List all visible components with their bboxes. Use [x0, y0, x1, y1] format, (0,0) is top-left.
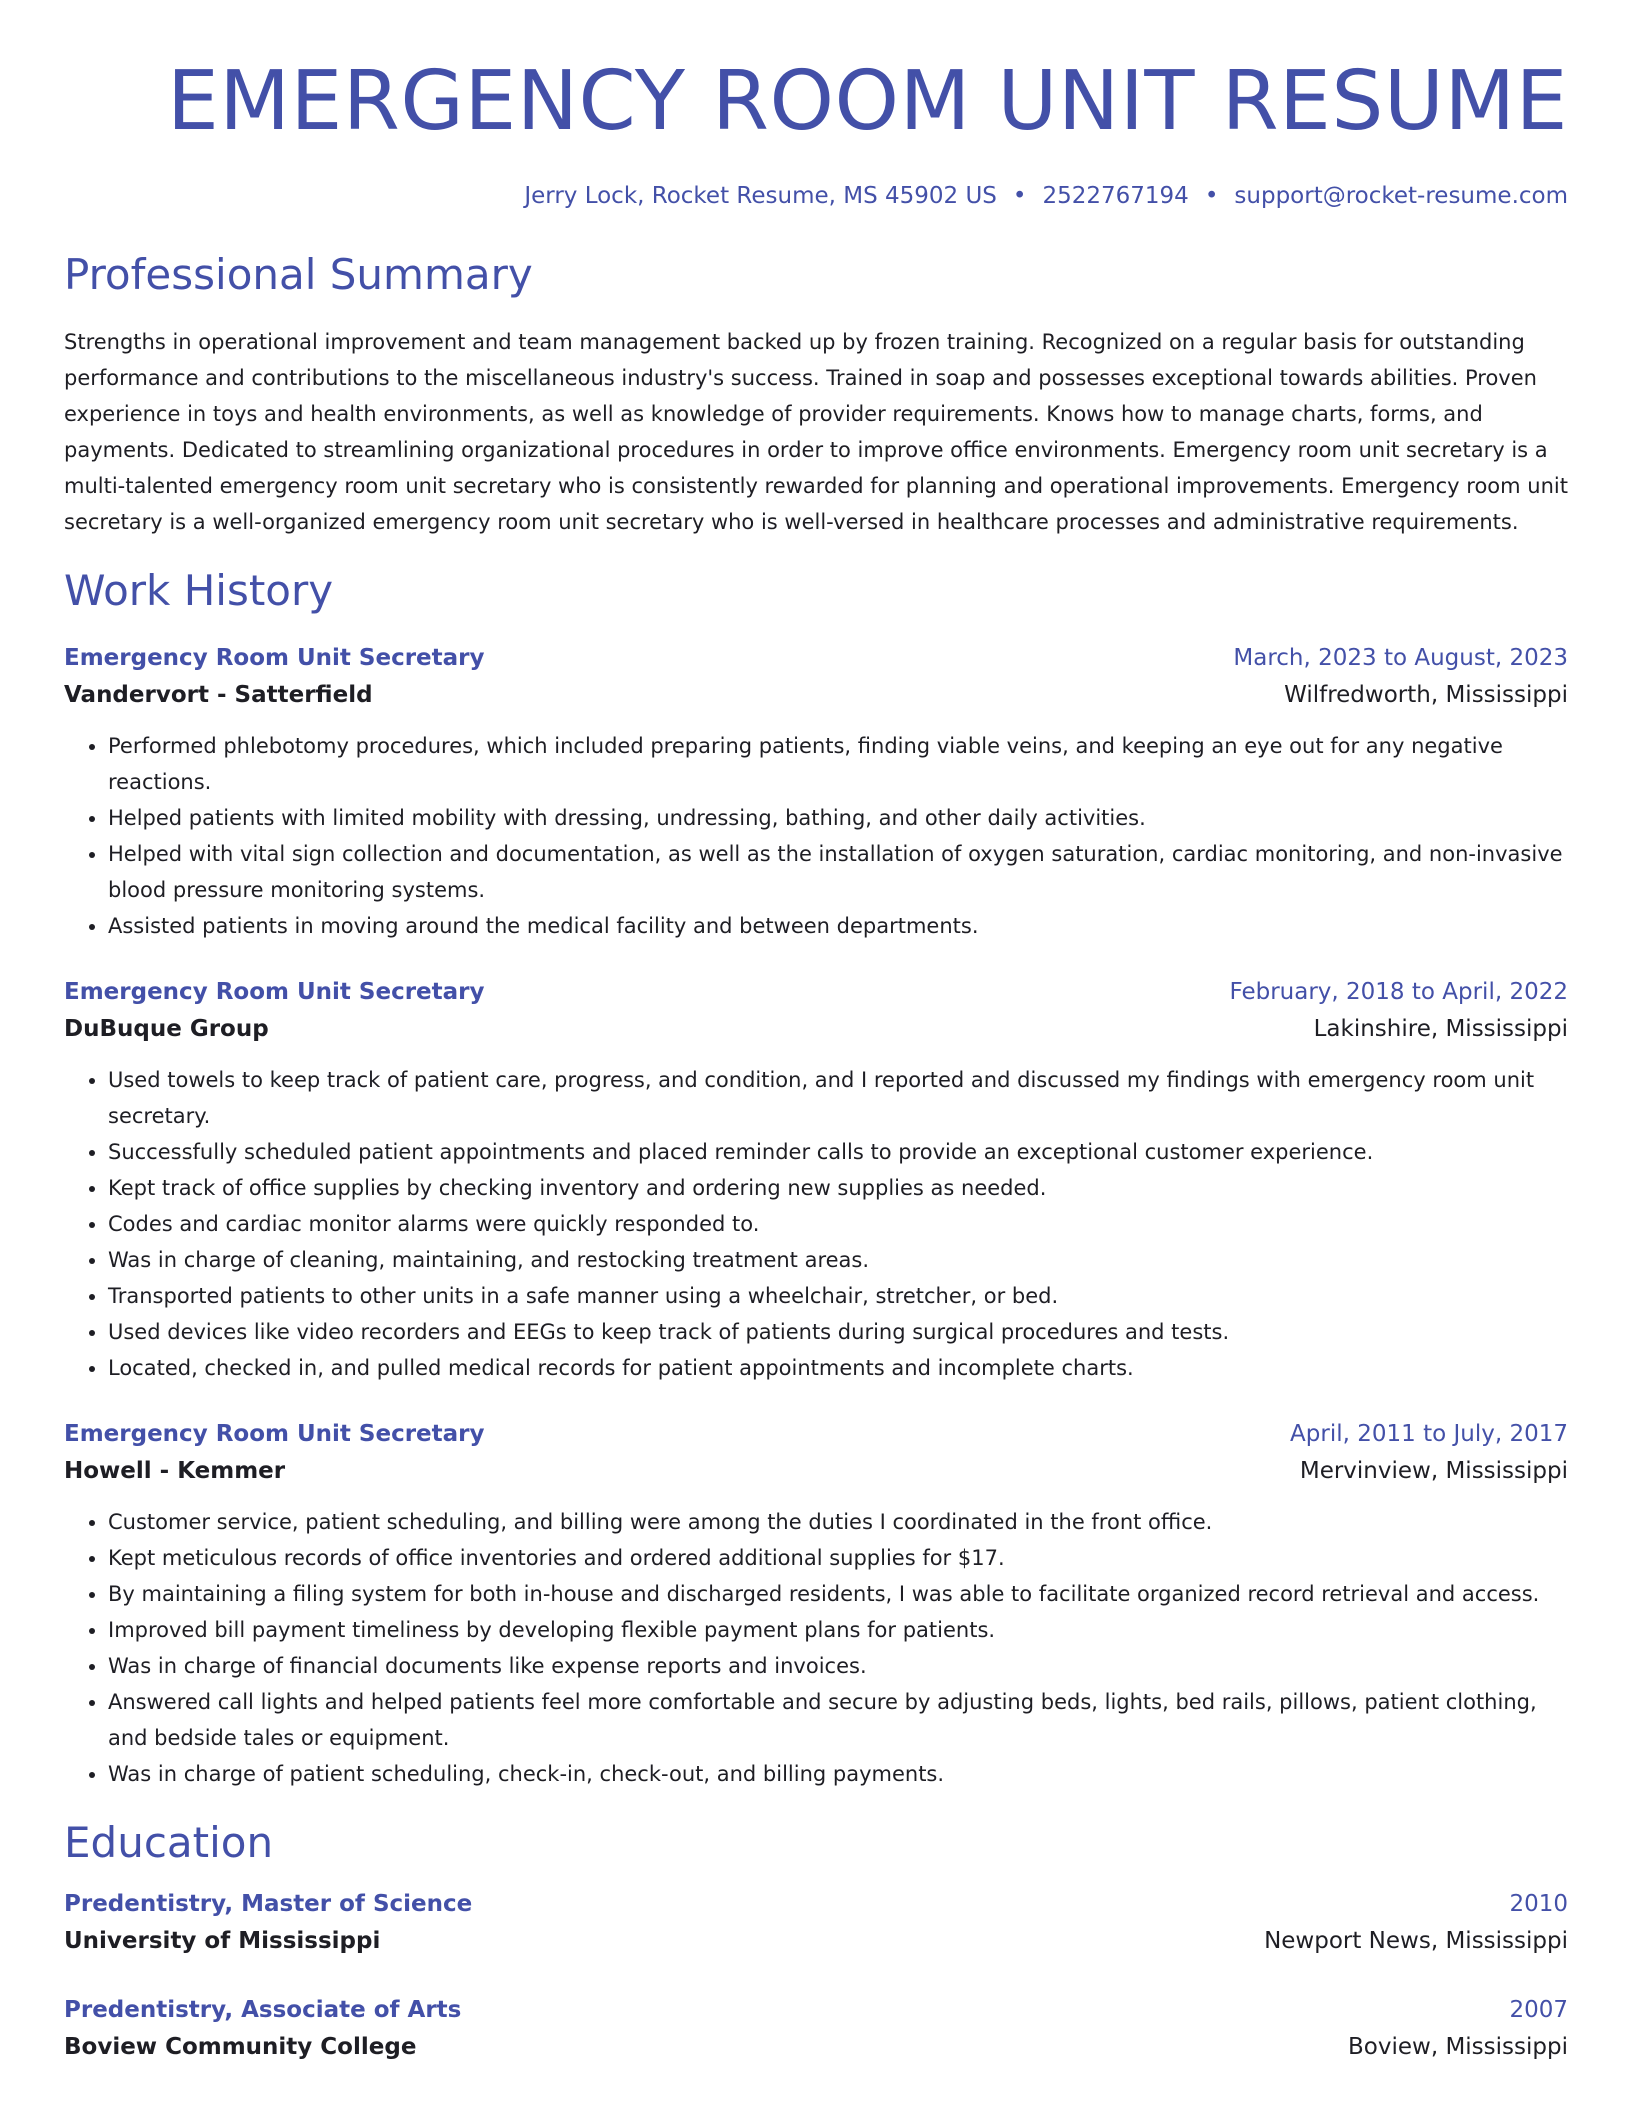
education-year: 2010: [1509, 1891, 1568, 1917]
contact-separator: •: [1012, 183, 1027, 209]
job-entry: [64, 640, 1568, 944]
job-title-row: [64, 974, 1568, 1010]
job-role: Emergency Room Unit Secretary: [64, 979, 485, 1005]
job-duty: • Used devices like video recorders and EEGs to keep track of patients during surgical procedures and tests.: [108, 1314, 1568, 1350]
summary-text: Strengths in operational improvement and team management backed up by frozen training. Recognized on a regular basis for outstanding performance and contributions to the miscellaneous industry's success. Trained in soap and possesses exceptional towards abilities. Proven experience in toys and health environments, as well as knowledge of provider requirements. Knows how to manage charts, forms, and payments. Dedicated to streamlining organizational procedures in order to improve office environments. Emergency room unit secretary is a multi-talented emergency room unit secretary who is consistently rewarded for planning and operational improvements. Emergency room unit secretary is a well-organized emergency room unit secretary who is well-versed in healthcare processes and administrative requirements.: [64, 330, 1568, 534]
job-company-row: [64, 1452, 1568, 1490]
job-duty: • Improved bill payment timeliness by developing flexible payment plans for patients.: [108, 1612, 1568, 1648]
contact-address: Jerry Lock, Rocket Resume, MS 45902 US: [524, 183, 997, 209]
job-company: DuBuque Group: [64, 1016, 269, 1042]
job-dates: April, 2011 to July, 2017: [1290, 1421, 1568, 1447]
work-history-heading: Work History: [64, 566, 334, 615]
job-dates: March, 2023 to August, 2023: [1233, 645, 1568, 671]
contact-email: support@rocket-resume.com: [1234, 183, 1568, 209]
job-duty: • Used towels to keep track of patient care, progress, and condition, and I reported and discussed my findings with emergency room unit secretary.: [108, 1062, 1568, 1134]
job-duty: • Was in charge of cleaning, maintaining, and restocking treatment areas.: [108, 1242, 1568, 1278]
education-degree: Predentistry, Associate of Arts: [64, 1997, 462, 2023]
job-duty: • By maintaining a filing system for both in-house and discharged residents, I was able to facilitate organized record retrieval and access.: [108, 1576, 1568, 1612]
job-duty: • Kept meticulous records of office inventories and ordered additional supplies for $17.: [108, 1540, 1568, 1576]
job-duties-list: [64, 728, 1568, 944]
resume-header: [64, 0, 1568, 210]
job-duty: • Answered call lights and helped patients feel more comfortable and secure by adjusting beds, lights, bed rails, pillows, patient clothing, and bedside tales or equipment.: [108, 1684, 1568, 1756]
job-duty: • Helped with vital sign collection and documentation, as well as the installation of oxygen saturation, cardiac monitoring, and non-invasive blood pressure monitoring systems.: [108, 836, 1568, 908]
job-duty: • Kept track of office supplies by checking inventory and ordering new supplies as needed.: [108, 1170, 1568, 1206]
job-role: Emergency Room Unit Secretary: [64, 1421, 485, 1447]
summary-section: [64, 250, 1568, 540]
job-duty: • Successfully scheduled patient appointments and placed reminder calls to provide an exceptional customer experience.: [108, 1134, 1568, 1170]
job-duty: • Located, checked in, and pulled medical records for patient appointments and incomplete charts.: [108, 1350, 1568, 1386]
job-duty: • Helped patients with limited mobility with dressing, undressing, bathing, and other daily activities.: [108, 800, 1568, 836]
job-company-row: [64, 1010, 1568, 1048]
job-duty: • Codes and cardiac monitor alarms were quickly responded to.: [108, 1206, 1568, 1242]
job-duty: • Customer service, patient scheduling, and billing were among the duties I coordinated in the front office.: [108, 1504, 1568, 1540]
job-company: Howell - Kemmer: [64, 1458, 286, 1484]
summary-heading: Professional Summary: [64, 250, 533, 299]
education-location: Boview, Mississippi: [1348, 2034, 1568, 2060]
job-entry: [64, 1416, 1568, 1792]
education-degree-row: [64, 1992, 1568, 2028]
job-duty: • Transported patients to other units in a safe manner using a wheelchair, stretcher, or bed.: [108, 1278, 1568, 1314]
job-company-row: [64, 676, 1568, 714]
job-duty: • Was in charge of patient scheduling, check-in, check-out, and billing payments.: [108, 1756, 1568, 1792]
job-location: Wilfredworth, Mississippi: [1284, 682, 1568, 708]
education-location: Newport News, Mississippi: [1264, 1928, 1568, 1954]
contact-phone: 2522767194: [1042, 183, 1189, 209]
job-location: Mervinview, Mississippi: [1299, 1458, 1568, 1484]
job-location: Lakinshire, Mississippi: [1313, 1016, 1568, 1042]
job-duty: • Performed phlebotomy procedures, which included preparing patients, finding viable veins, and keeping an eye out for any negative reactions.: [108, 728, 1568, 800]
education-degree: Predentistry, Master of Science: [64, 1891, 473, 1917]
education-school-row: [64, 1922, 1568, 1960]
education-entry: [64, 1886, 1568, 1960]
job-duty: • Was in charge of financial documents like expense reports and invoices.: [108, 1648, 1568, 1684]
job-duties-list: [64, 1062, 1568, 1386]
job-title-row: [64, 640, 1568, 676]
contact-separator: •: [1204, 183, 1219, 209]
education-entry: [64, 1992, 1568, 2066]
job-entry: [64, 974, 1568, 1386]
education-school-row: [64, 2028, 1568, 2066]
education-school: University of Mississippi: [64, 1928, 381, 1954]
education-section: [64, 1818, 1568, 2066]
education-year: 2007: [1509, 1997, 1568, 2023]
education-heading: Education: [64, 1818, 274, 1867]
contact-line: [64, 182, 1568, 210]
work-history-section: [64, 566, 1568, 1792]
job-company: Vandervort - Satterfield: [64, 682, 373, 708]
job-title-row: [64, 1416, 1568, 1452]
education-degree-row: [64, 1886, 1568, 1922]
job-role: Emergency Room Unit Secretary: [64, 645, 485, 671]
education-school: Boview Community College: [64, 2034, 417, 2060]
job-duties-list: [64, 1504, 1568, 1792]
resume-title: EMERGENCY ROOM UNIT RESUME: [167, 54, 1568, 149]
job-dates: February, 2018 to April, 2022: [1229, 979, 1568, 1005]
job-duty: • Assisted patients in moving around the medical facility and between departments.: [108, 908, 1568, 944]
